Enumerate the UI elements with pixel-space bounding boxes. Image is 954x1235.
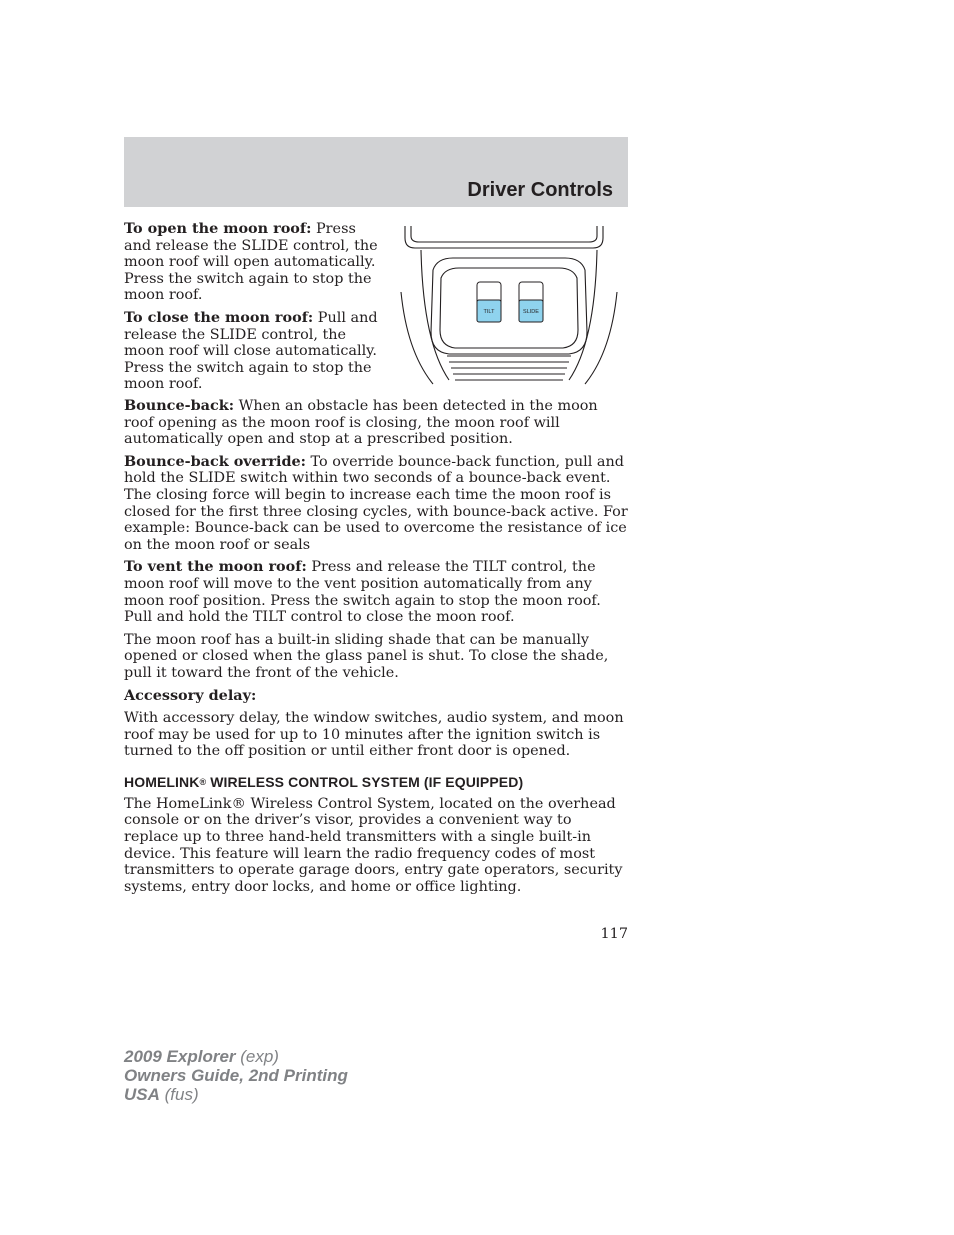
footer-model: 2009 Explorer xyxy=(124,1047,236,1066)
shade-paragraph: The moon roof has a built-in sliding shade that can be manually opened or closed when the glass panel is shut. To close the shade, pull it toward the front of the vehicle. xyxy=(124,631,609,681)
footer-market: USA xyxy=(124,1085,160,1104)
open-moon-roof-paragraph xyxy=(124,221,380,304)
tilt-label: TILT xyxy=(483,309,495,315)
vent-moon-roof-paragraph xyxy=(124,559,630,625)
footer-line-2 xyxy=(124,1066,348,1085)
footer-line-1 xyxy=(124,1047,348,1066)
page-title: Driver Controls xyxy=(467,179,613,201)
bounce-back-override-lead: Bounce-back override: xyxy=(124,452,306,470)
main-text-column xyxy=(124,398,630,901)
accessory-delay-heading xyxy=(124,688,630,705)
footer-line-3 xyxy=(124,1085,348,1104)
close-moon-roof-paragraph xyxy=(124,310,380,393)
top-text-column xyxy=(124,221,380,399)
close-moon-roof-text: Pull and release the SLIDE control, the moon roof will close automatically. Press the switch again to stop the moon roof. xyxy=(124,309,378,393)
moon-roof-switch-illustration xyxy=(397,222,621,386)
bounce-back-paragraph xyxy=(124,398,630,448)
footer-market-code: (fus) xyxy=(159,1085,199,1104)
bounce-back-lead: Bounce-back: xyxy=(124,397,235,414)
bounce-back-text: When an obstacle has been detected in the moon roof opening as the moon roof is closing, the moon roof will automatically open and stop at a prescribed position. xyxy=(124,398,598,448)
bounce-back-override-text: To override bounce-back function, pull and hold the SLIDE switch within two seconds of a bounce-back event. The closing force will begin to increase each time the moon roof is closed for the first three closing cycles, with bounce-back active. For example: Bounce-back can be used to overcome the resistance of ice on the moon roof or seals xyxy=(124,453,628,553)
registered-mark: ® xyxy=(199,776,207,787)
footer-model-code: (exp) xyxy=(235,1047,279,1066)
bounce-back-override-paragraph xyxy=(124,454,630,554)
vent-moon-roof-text: Press and release the TILT control, the moon roof will move to the vent position automatically from any moon roof position. Press the switch again to stop the moon roof. Pull and hold the TILT control to close the moon roof. xyxy=(124,559,601,626)
header-band xyxy=(124,137,628,207)
vent-moon-roof-lead: To vent the moon roof: xyxy=(124,558,307,576)
footer-guide: Owners Guide, 2nd Printing xyxy=(124,1066,348,1085)
homelink-paragraph: The HomeLink® Wireless Control System, located on the overhead console or on the driver’s visor, provides a convenient way to replace up to three hand-held transmitters with a single built-in device. This feature will learn the radio frequency codes of most transmitters to operate garage doors, entry gate operators, security systems, entry door locks, and home or office lighting. xyxy=(124,795,623,895)
slide-label: SLIDE xyxy=(523,309,539,315)
homelink-heading-part-a: HOMELINK xyxy=(124,773,200,790)
homelink-heading-part-b: WIRELESS CONTROL SYSTEM (IF EQUIPPED) xyxy=(206,773,524,790)
open-moon-roof-text: Press and release the SLIDE control, the moon roof will open automatically. Press the switch again to stop the moon roof. xyxy=(124,221,378,304)
footer xyxy=(124,1047,348,1104)
homelink-heading xyxy=(124,774,630,790)
page-number: 117 xyxy=(600,926,628,942)
open-moon-roof-lead: To open the moon roof: xyxy=(124,220,312,237)
close-moon-roof-lead: To close the moon roof: xyxy=(124,308,314,326)
accessory-delay-paragraph: With accessory delay, the window switches, audio system, and moon roof may be used for up to 10 minutes after the ignition switch is turned to the off position or until either front door is opened. xyxy=(124,710,624,760)
accessory-delay-lead: Accessory delay: xyxy=(124,686,257,704)
